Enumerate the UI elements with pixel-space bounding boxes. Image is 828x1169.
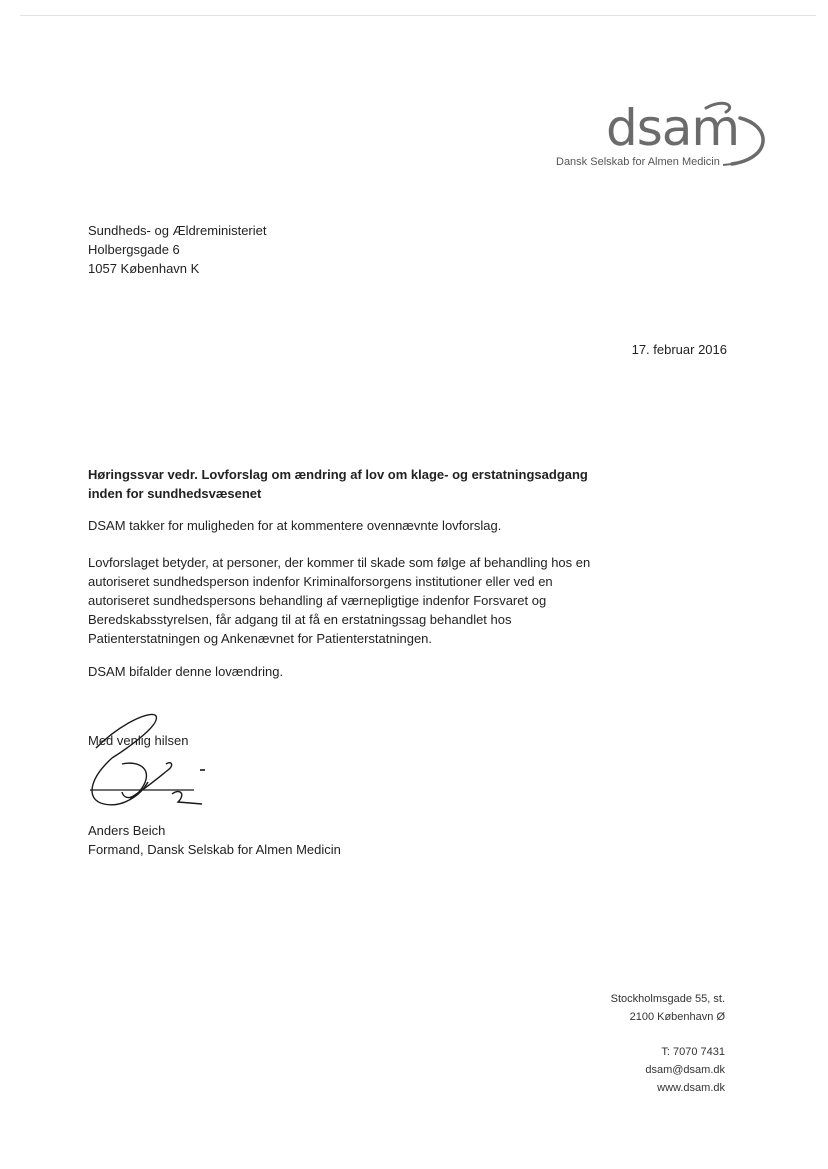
recipient-street: Holbergsgade 6 (88, 242, 180, 257)
top-scan-rule (20, 15, 816, 16)
footer-phone: T: 7070 7431 (661, 1046, 725, 1058)
recipient-address (88, 221, 266, 278)
letter-date: 17. februar 2016 (631, 342, 727, 357)
body-paragraph-3: DSAM bifalder denne lovændring. (88, 664, 284, 679)
footer-contact (645, 1043, 725, 1097)
handwritten-signature (82, 704, 222, 820)
closing-salutation: Med venlig hilsen (88, 733, 189, 748)
logo-wordmark: dsam (606, 99, 740, 157)
signer-block (88, 821, 341, 859)
recipient-name: Sundheds- og Ældreministeriet (88, 223, 267, 238)
footer-website: www.dsam.dk (657, 1082, 725, 1094)
signer-name: Anders Beich (88, 823, 166, 838)
footer-address-line-2: 2100 København Ø (629, 1011, 725, 1023)
dsam-logo (548, 98, 778, 178)
footer-address (611, 990, 725, 1026)
footer-address-line-1: Stockholmsgade 55, st. (610, 993, 725, 1005)
logo-subtitle: Dansk Selskab for Almen Medicin (556, 156, 720, 168)
body-paragraph-1: DSAM takker for muligheden for at kommentere ovennævnte lovforslag. (88, 518, 502, 533)
footer-email: dsam@dsam.dk (645, 1064, 725, 1076)
recipient-city: 1057 København K (88, 261, 200, 276)
signer-title: Formand, Dansk Selskab for Almen Medicin (88, 842, 341, 857)
letter-subject: Høringssvar vedr. Lovforslag om ændring af lov om klage- og erstatningsadgang inden for sundhedsvæsenet (88, 467, 588, 501)
body-paragraph-2: Lovforslaget betyder, at personer, der kommer til skade som følge af behandling hos en autoriseret sundhedsperson indenfor Kriminalforsorgens institutioner eller ved en autoriseret sundhedspersons behandling af værnepligtige indenfor Forsvaret og Beredskabsstyrelsen, får adgang til at få en erstatningssag behandlet hos Patienterstatningen og Ankenævnet for Patienterstatningen. (88, 555, 591, 646)
